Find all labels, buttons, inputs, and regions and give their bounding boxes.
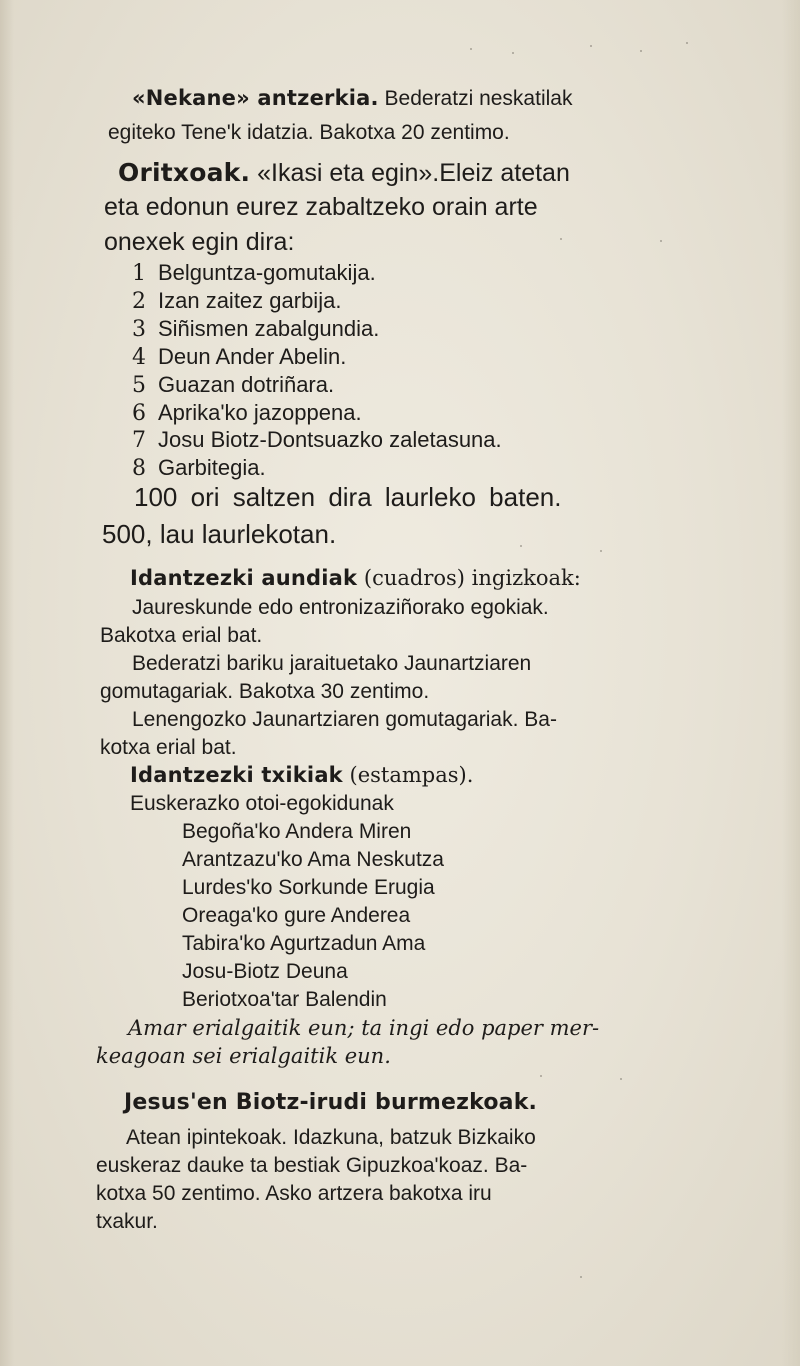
txikiak-note-1: Amar erialgaitik eun; ta ingi edo paper mer- (128, 1016, 600, 1040)
list-item (132, 262, 376, 285)
list-text: Deun Ander Abelin. (158, 344, 347, 369)
burmezkoak-line-2: euskeraz dauke ta bestiak Gipuzkoa'koaz. Ba- (96, 1154, 528, 1177)
list-text: Izan zaitez garbija. (158, 288, 342, 313)
txikiak-title: Idantzezki txikiak (130, 763, 343, 787)
print-speck (520, 545, 522, 547)
list-item: Josu-Biotz Deuna (182, 960, 348, 983)
oritxoak-line-2: eta edonun eurez zabaltzeko orain arte (104, 193, 538, 221)
burmezkoak-line-3: kotxa 50 zentimo. Asko artzera bakotxa iru (96, 1182, 492, 1205)
list-num: 7 (132, 428, 146, 453)
list-item (132, 429, 502, 452)
list-item: Beriotxoa'tar Balendin (182, 988, 387, 1011)
print-speck (512, 52, 514, 54)
list-text: Belguntza-gomutakija. (158, 260, 376, 285)
list-item (132, 402, 362, 425)
nekane-text: Bederatzi neskatilak (378, 87, 573, 110)
oritxoak-line-3: onexek egin dira: (104, 228, 295, 256)
list-text: Josu Biotz-Dontsuazko zaletasuna. (158, 427, 502, 452)
list-item: Arantzazu'ko Ama Neskutza (182, 848, 444, 871)
list-item: Lurdes'ko Sorkunde Erugia (182, 876, 435, 899)
oritxoak-title: Oritxoak. (118, 158, 251, 187)
aundiak-line-1: Jaureskunde edo entronizaziñorako egokiak. (132, 596, 549, 619)
list-item (132, 318, 379, 341)
oritxoak-line-1 (118, 160, 570, 186)
print-speck (600, 550, 602, 552)
oritxoak-price-2: 500, lau laurlekotan. (102, 519, 337, 549)
aundiak-heading (130, 568, 581, 589)
nekane-line-2: egiteko Tene'k idatzia. Bakotxa 20 zentimo. (108, 121, 510, 144)
print-speck (540, 1075, 542, 1077)
list-item (132, 346, 346, 369)
print-speck (590, 45, 592, 47)
list-num: 6 (132, 401, 146, 426)
print-speck (686, 42, 688, 44)
aundiak-line-5: Lenengozko Jaunartziaren gomutagariak. Ba- (132, 708, 557, 731)
list-text: Guazan dotriñara. (158, 372, 335, 397)
txikiak-subtitle: (estampas). (342, 763, 474, 787)
oritxoak-price-1: 100 ori saltzen dira laurleko baten. (134, 482, 562, 512)
txikiak-intro: Euskerazko otoi-egokidunak (130, 792, 394, 815)
print-speck (620, 1078, 622, 1080)
list-item (132, 374, 334, 397)
list-num: 8 (132, 456, 146, 481)
list-text: Aprika'ko jazoppena. (158, 400, 362, 425)
aundiak-line-6: kotxa erial bat. (100, 736, 237, 759)
oritxoak-text: «Ikasi eta egin».Eleiz atetan (250, 159, 570, 187)
aundiak-subtitle: (cuadros) ingizkoak: (357, 566, 581, 590)
list-item: Tabira'ko Agurtzadun Ama (182, 932, 426, 955)
burmezkoak-line-1: Atean ipintekoak. Idazkuna, batzuk Bizkaiko (126, 1126, 536, 1149)
print-speck (470, 48, 472, 50)
nekane-line-1 (132, 88, 572, 109)
aundiak-title: Idantzezki aundiak (130, 566, 358, 590)
print-speck (660, 240, 662, 242)
print-speck (560, 238, 562, 240)
list-item: Begoña'ko Andera Miren (182, 820, 412, 843)
list-num: 2 (132, 289, 146, 314)
print-speck (580, 1276, 582, 1278)
burmezkoak-line-4: txakur. (96, 1210, 158, 1233)
print-speck (640, 50, 642, 52)
aundiak-line-2: Bakotxa erial bat. (100, 624, 263, 647)
list-item (132, 457, 266, 480)
list-item: Oreaga'ko gure Anderea (182, 904, 411, 927)
aundiak-line-4: gomutagariak. Bakotxa 30 zentimo. (100, 680, 430, 703)
list-text: Siñismen zabalgundia. (158, 316, 380, 341)
list-num: 1 (132, 261, 146, 286)
list-num: 3 (132, 317, 146, 342)
list-num: 5 (132, 373, 146, 398)
nekane-title: «Nekane» antzerkia. (132, 86, 379, 110)
list-text: Garbitegia. (158, 455, 266, 480)
txikiak-note-2: keagoan sei erialgaitik eun. (96, 1044, 391, 1068)
list-item (132, 290, 341, 313)
aundiak-line-3: Bederatzi bariku jaraituetako Jaunartziaren (132, 652, 532, 675)
txikiak-heading (130, 765, 473, 786)
burmezkoak-title: Jesus'en Biotz-irudi burmezkoak. (124, 1090, 538, 1115)
list-num: 4 (132, 345, 146, 370)
